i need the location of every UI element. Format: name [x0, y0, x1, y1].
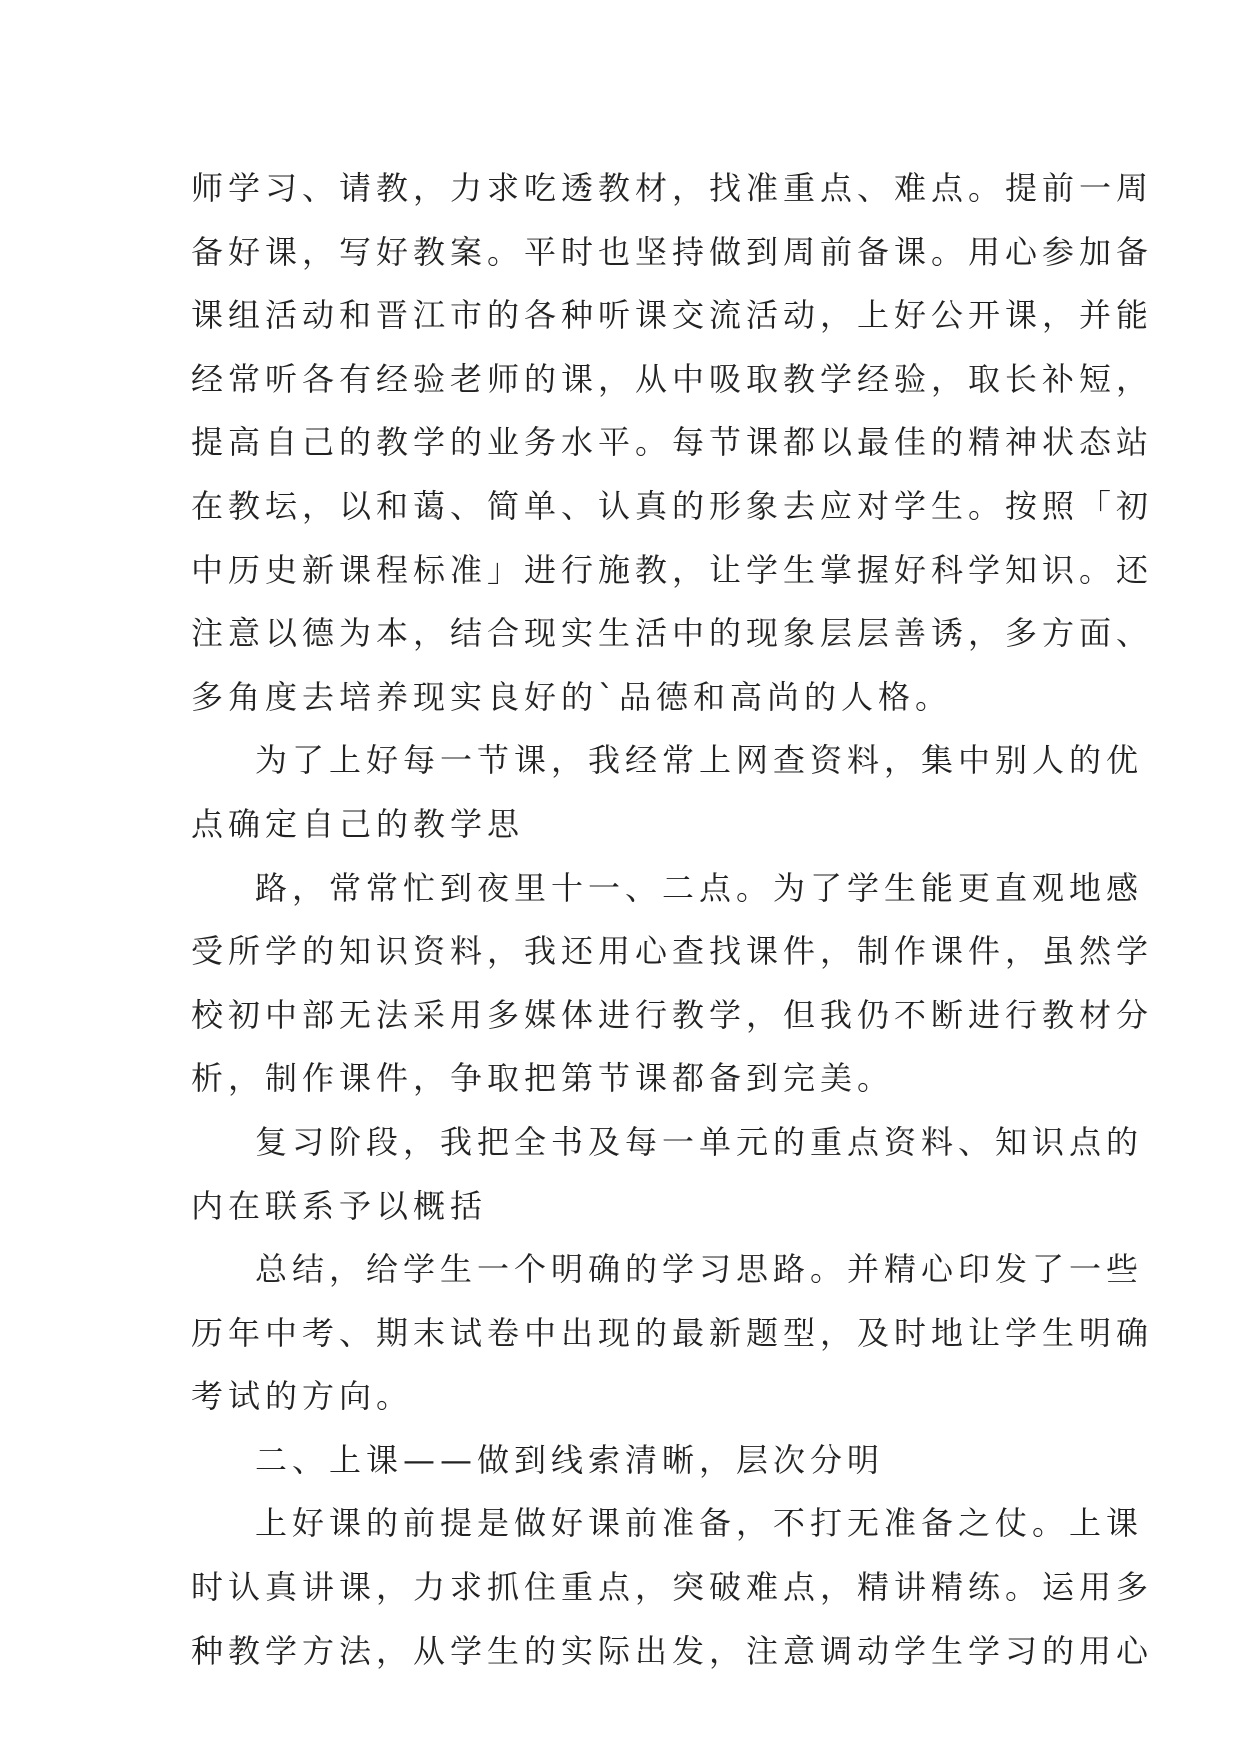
text-line: 种教学方法，从学生的实际出发，注意调动学生学习的用心: [191, 1631, 1154, 1670]
text-line: 课组活动和晋江市的各种听课交流活动，上好公开课，并能: [191, 296, 1154, 335]
section-heading: 二、上课——做到线索清晰，层次分明: [255, 1440, 885, 1479]
body-text: [191, 157, 1154, 1683]
text-line: 校初中部无法采用多媒体进行教学，但我仍不断进行教材分: [191, 995, 1154, 1034]
text-line: 多角度去培养现实良好的`品德和高尚的人格。: [191, 677, 953, 716]
text-line: 时认真讲课，力求抓住重点，突破难点，精讲精练。运用多: [191, 1568, 1154, 1607]
paragraph-start-line: 为了上好每一节课，我经常上网查资料，集中别人的优: [255, 741, 1144, 780]
text-line: 提高自己的教学的业务水平。每节课都以最佳的精神状态站: [191, 423, 1154, 462]
text-line: 注意以德为本，结合现实生活中的现象层层善诱，多方面、: [191, 614, 1154, 653]
text-line: 受所学的知识资料，我还用心查找课件，制作课件，虽然学: [191, 932, 1154, 971]
text-line: 在教坛，以和蔼、简单、认真的形象去应对学生。按照「初: [191, 486, 1154, 525]
text-line: 内在联系予以概括: [191, 1186, 488, 1225]
text-line: 经常听各有经验老师的课，从中吸取教学经验，取长补短，: [191, 359, 1154, 398]
paragraph-start-line: 复习阶段，我把全书及每一单元的重点资料、知识点的: [255, 1122, 1144, 1161]
text-line: 历年中考、期末试卷中出现的最新题型，及时地让学生明确: [191, 1313, 1154, 1352]
text-line: 点确定自己的教学思: [191, 804, 525, 843]
text-line: 中历史新课程标准」进行施教，让学生掌握好科学知识。还: [191, 550, 1154, 589]
text-line: 考试的方向。: [191, 1377, 414, 1416]
paragraph-start-line: 路，常常忙到夜里十一、二点。为了学生能更直观地感: [255, 868, 1144, 907]
paragraph-start-line: 上好课的前提是做好课前准备，不打无准备之仗。上课: [255, 1504, 1144, 1543]
text-line: 备好课，写好教案。平时也坚持做到周前备课。用心参加备: [191, 232, 1154, 271]
text-line: 师学习、请教，力求吃透教材，找准重点、难点。提前一周: [191, 169, 1154, 207]
text-line: 析，制作课件，争取把第节课都备到完美。: [191, 1059, 895, 1098]
paragraph-start-line: 总结，给学生一个明确的学习思路。并精心印发了一些: [255, 1250, 1144, 1289]
